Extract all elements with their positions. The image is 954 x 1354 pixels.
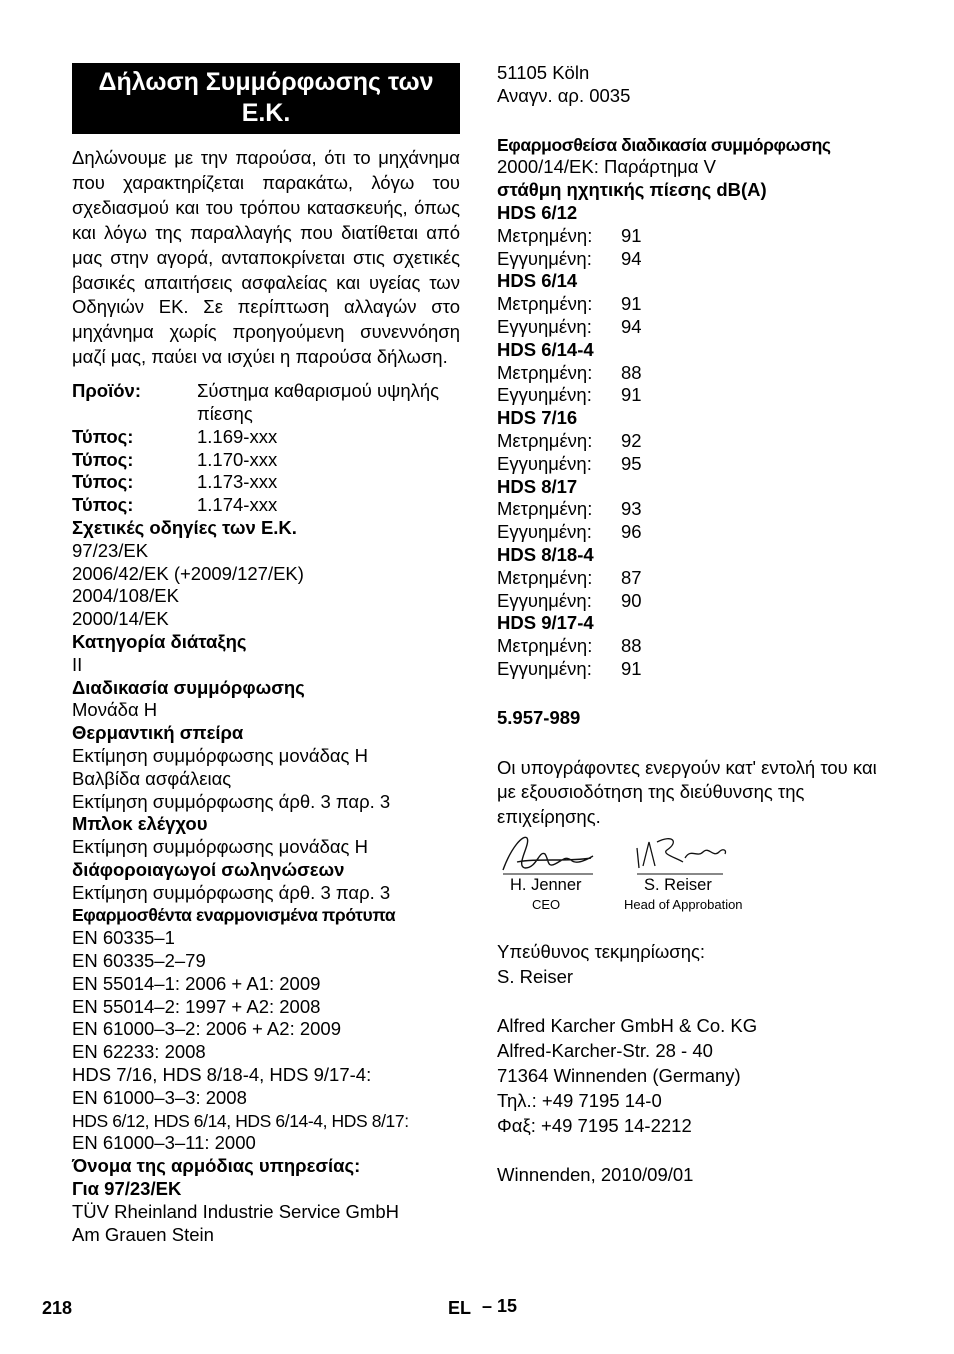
guaranteed-row: Εγγυημένη: 91 bbox=[497, 384, 642, 406]
standard-item: EN 62233: 2008 bbox=[72, 1041, 206, 1063]
model-name: HDS 8/17 bbox=[497, 475, 578, 497]
directives-heading: Σχετικές οδηγίες των Ε.Κ. bbox=[72, 516, 297, 538]
signatory-role: CEO bbox=[532, 897, 561, 913]
standard-item: EN 61000–3–11: 2000 bbox=[72, 1132, 256, 1154]
intro-paragraph: Δηλώνουμε με την παρούσα, ότι το μηχάνημα που χαρακτηρίζεται παρακάτω, λόγω του σχεδιασμού και του τρόπου κατασκευής, όπως και λόγω της παραλλαγής που διατίθεται από μας στην αγορά, ανταποκρίνεται στις σχετικές βασικές απαιτήσεις ασφαλείας και υγείας των Οδηγιών ΕΚ. Σε περίπτωση αλλαγών στο μηχάνημα χωρίς προηγούμενη συνεννόηση μαζί μας, παύει να ισχύει η παρούσα δήλωση. bbox=[72, 147, 460, 368]
directive-item: 2004/108/ΕΚ bbox=[72, 585, 179, 607]
directive-item: 2000/14/ΕΚ bbox=[72, 608, 169, 630]
heating-coil-item: Εκτίμηση συμμόρφωσης άρθ. 3 παρ. 3 bbox=[72, 790, 391, 812]
authority-heading: Όνομα της αρμόδιας υπηρεσίας: bbox=[72, 1155, 361, 1177]
applied-procedure-heading: Εφαρμοσθείσα διαδικασία συμμόρφωσης bbox=[497, 134, 831, 155]
standard-item: HDS 7/16, HDS 8/18-4, HDS 9/17-4: bbox=[72, 1064, 372, 1086]
guaranteed-row: Εγγυημένη: 95 bbox=[497, 452, 642, 474]
measured-row: Μετρημένη: 88 bbox=[497, 635, 642, 657]
type-row: Τύπος: 1.170-xxx bbox=[72, 448, 278, 470]
guaranteed-row: Εγγυημένη: 94 bbox=[497, 247, 642, 269]
standard-item: EN 61000–3–3: 2008 bbox=[72, 1086, 247, 1108]
standard-item: EN 60335–2–79 bbox=[72, 950, 206, 972]
standards-heading: Εφαρμοσθέντα εναρμονισμένα πρότυπα bbox=[72, 905, 396, 926]
place-date: Winnenden, 2010/09/01 bbox=[497, 1163, 694, 1185]
guaranteed-row: Εγγυημένη: 90 bbox=[497, 589, 642, 611]
language-code: EL bbox=[448, 1298, 472, 1318]
doc-responsible-name: S. Reiser bbox=[497, 966, 574, 988]
noise-heading: στάθμη ηχητικής πίεσης dB(A) bbox=[497, 179, 767, 201]
guaranteed-row: Εγγυημένη: 96 bbox=[497, 521, 642, 543]
guaranteed-row: Εγγυημένη: 91 bbox=[497, 657, 642, 679]
category-heading: Κατηγορία διάταξης bbox=[72, 630, 247, 652]
signatures-image bbox=[497, 828, 757, 880]
company-line: Φαξ: +49 7195 14-2212 bbox=[497, 1114, 692, 1136]
company-line: Alfred Karcher GmbH & Co. KG bbox=[497, 1015, 758, 1037]
authority-line: Am Grauen Stein bbox=[72, 1223, 214, 1245]
measured-row: Μετρημένη: 92 bbox=[497, 429, 642, 451]
page-title: Δήλωση Συμμόρφωσης των Ε.Κ. bbox=[72, 63, 460, 134]
authority-line: Αναγν. αρ. 0035 bbox=[497, 84, 631, 106]
model-name: HDS 7/16 bbox=[497, 407, 578, 429]
guaranteed-row: Εγγυημένη: 94 bbox=[497, 315, 642, 337]
company-line: Τηλ.: +49 7195 14-0 bbox=[497, 1089, 662, 1111]
type-row: Τύπος: 1.174-xxx bbox=[72, 494, 278, 516]
type-row: Τύπος: 1.173-xxx bbox=[72, 471, 278, 493]
signature-block bbox=[497, 850, 897, 940]
company-line: Alfred-Karcher-Str. 28 - 40 bbox=[497, 1039, 713, 1061]
applied-procedure-value: 2000/14/ΕΚ: Παράρτημα V bbox=[497, 156, 716, 178]
pipes-value: Εκτίμηση συμμόρφωσης άρθ. 3 παρ. 3 bbox=[72, 881, 391, 903]
heating-coil-item: Εκτίμηση συμμόρφωσης μονάδας H bbox=[72, 744, 368, 766]
standard-item: EN 55014–2: 1997 + A2: 2008 bbox=[72, 995, 321, 1017]
authority-line: TÜV Rheinland Industrie Service GmbH bbox=[72, 1200, 399, 1222]
product-value: Σύστημα καθαρισμού υψηλής πίεσης bbox=[197, 380, 440, 424]
model-name: HDS 9/17-4 bbox=[497, 612, 594, 634]
signatory-name: S. Reiser bbox=[644, 876, 712, 895]
heating-coil-item: Βαλβίδα ασφάλειας bbox=[72, 767, 232, 789]
authority-subheading: Για 97/23/ΕΚ bbox=[72, 1178, 182, 1200]
standard-item: EN 61000–3–2: 2006 + A2: 2009 bbox=[72, 1018, 341, 1040]
pipes-heading: διάφοροιαγωγοί σωληνώσεων bbox=[72, 858, 345, 880]
measured-row: Μετρημένη: 91 bbox=[497, 293, 642, 315]
sub-page-number: – 15 bbox=[482, 1296, 518, 1316]
signatory-name: H. Jenner bbox=[510, 876, 582, 895]
standard-item: EN 60335–1 bbox=[72, 927, 175, 949]
model-name: HDS 6/14 bbox=[497, 270, 578, 292]
authority-line: 51105 Köln bbox=[497, 62, 590, 83]
standard-item: HDS 6/12, HDS 6/14, HDS 6/14-4, HDS 8/17: bbox=[72, 1110, 409, 1131]
right-column bbox=[497, 62, 897, 1187]
measured-row: Μετρημένη: 88 bbox=[497, 361, 642, 383]
procedure-value: Μονάδα H bbox=[72, 699, 158, 721]
measured-row: Μετρημένη: 93 bbox=[497, 498, 642, 520]
page-number: 218 bbox=[42, 1298, 73, 1318]
category-value: II bbox=[72, 653, 83, 675]
standard-item: EN 55014–1: 2006 + A1: 2009 bbox=[72, 972, 321, 994]
doc-responsible-label: Υπεύθυνος τεκμηρίωσης: bbox=[497, 941, 706, 963]
product-row bbox=[72, 380, 460, 426]
company-line: 71364 Winnenden (Germany) bbox=[497, 1064, 741, 1086]
product-label: Προϊόν: bbox=[72, 380, 141, 402]
measured-row: Μετρημένη: 91 bbox=[497, 224, 642, 246]
model-name: HDS 6/12 bbox=[497, 201, 578, 223]
signatories-note: Οι υπογράφοντες ενεργούν κατ' εντολή του και με εξουσιοδότηση της διεύθυνσης της επιχείρησης. bbox=[497, 756, 877, 828]
model-name: HDS 8/18-4 bbox=[497, 543, 594, 565]
procedure-heading: Διαδικασία συμμόρφωσης bbox=[72, 676, 305, 698]
left-column bbox=[72, 63, 460, 1246]
measured-row: Μετρημένη: 87 bbox=[497, 566, 642, 588]
directive-item: 97/23/ΕΚ bbox=[72, 539, 149, 561]
signatory-role: Head of Approbation bbox=[624, 897, 743, 913]
directive-item: 2006/42/ΕΚ (+2009/127/ΕΚ) bbox=[72, 562, 304, 584]
heating-coil-heading: Θερμαντική σπείρα bbox=[72, 722, 244, 744]
type-row: Τύπος: 1.169-xxx bbox=[72, 425, 278, 447]
model-name: HDS 6/14-4 bbox=[497, 338, 594, 360]
doc-number: 5.957-989 bbox=[497, 706, 581, 728]
control-block-heading: Μπλοκ ελέγχου bbox=[72, 813, 208, 835]
control-block-value: Εκτίμηση συμμόρφωσης μονάδας H bbox=[72, 836, 368, 858]
